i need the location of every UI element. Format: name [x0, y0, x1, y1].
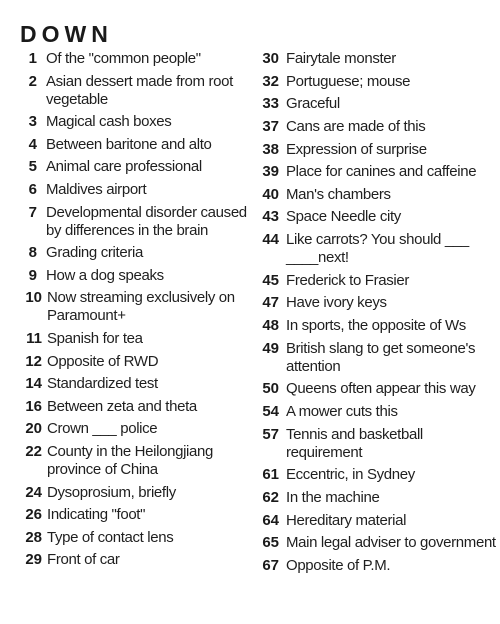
clue-number: 9	[28, 266, 37, 284]
clue-number: 49	[262, 339, 279, 357]
clue-item	[20, 398, 248, 416]
clue-text: Dysoprosium, briefly	[47, 483, 176, 501]
clue-number: 12	[25, 352, 42, 370]
clue-text: Space Needle city	[286, 208, 401, 226]
clue-item	[256, 380, 496, 398]
clue-number: 20	[25, 420, 42, 438]
clue-item	[20, 136, 248, 154]
clue-number: 30	[262, 50, 279, 67]
clue-number: 1	[28, 50, 37, 67]
clue-text: Have ivory keys	[286, 294, 387, 312]
clue-text: Developmental disorder caused by differences in the brain	[46, 203, 247, 239]
clue-number: 16	[25, 397, 42, 415]
clues-column-right	[256, 50, 496, 579]
clue-number: 4	[28, 135, 37, 153]
clue-text: Standardized test	[47, 375, 158, 393]
clue-item	[256, 426, 496, 462]
clue-number: 22	[25, 442, 42, 460]
clue-number: 67	[262, 556, 279, 574]
clue-number: 57	[262, 425, 279, 443]
clue-number: 6	[28, 180, 37, 198]
clue-item	[20, 50, 248, 68]
clue-item	[20, 267, 248, 285]
clue-number: 37	[262, 117, 279, 135]
clue-number: 45	[262, 271, 279, 289]
clue-item	[20, 289, 248, 325]
clue-number: 54	[262, 402, 279, 420]
clue-item	[20, 529, 248, 547]
clue-text: Indicating "foot"	[47, 506, 146, 524]
clue-number: 24	[25, 483, 42, 501]
clue-item	[256, 317, 496, 335]
clue-number: 50	[262, 380, 279, 398]
clue-number: 14	[25, 375, 42, 393]
clue-text: Main legal adviser to government	[286, 534, 496, 552]
clue-number: 38	[262, 140, 279, 158]
clue-text: Fairytale monster	[286, 50, 396, 67]
clues-column-left	[20, 50, 248, 574]
clue-number: 64	[262, 511, 279, 529]
clue-number: 11	[26, 329, 42, 347]
clue-number: 43	[262, 208, 279, 226]
clue-item	[256, 163, 496, 181]
clue-item	[256, 512, 496, 530]
clue-text: Between baritone and alto	[46, 135, 212, 153]
clue-number: 61	[262, 466, 279, 484]
section-heading-down: DOWN	[20, 21, 113, 47]
clue-text: British slang to get someone's attention	[286, 339, 476, 375]
clue-number: 2	[28, 72, 37, 90]
clue-number: 32	[262, 72, 279, 90]
clue-text: Asian dessert made from root vegetable	[46, 72, 233, 108]
clue-number: 28	[25, 528, 42, 546]
clue-item	[20, 181, 248, 199]
clue-item	[20, 113, 248, 131]
clue-item	[20, 353, 248, 371]
clue-text: Front of car	[47, 551, 120, 569]
clue-item	[20, 375, 248, 393]
clue-text: Eccentric, in Sydney	[286, 466, 415, 484]
clue-text: Cans are made of this	[286, 117, 426, 135]
clue-item	[256, 403, 496, 421]
clue-item	[256, 50, 496, 68]
clue-text: Magical cash boxes	[46, 113, 172, 131]
clue-text: Place for canines and caffeine	[286, 163, 477, 181]
clue-item	[256, 489, 496, 507]
clue-item	[256, 557, 496, 575]
clue-number: 39	[262, 163, 279, 181]
clue-item	[20, 484, 248, 502]
clue-text: Queens often appear this way	[286, 380, 476, 398]
clue-text: Type of contact lens	[47, 528, 174, 546]
clue-item	[20, 204, 248, 240]
clue-text: Of the "common people"	[46, 50, 201, 67]
clue-text: Expression of surprise	[286, 140, 427, 158]
clue-item	[256, 294, 496, 312]
clue-text: Opposite of RWD	[47, 352, 159, 370]
clue-item	[20, 330, 248, 348]
clue-text: Grading criteria	[46, 244, 143, 262]
clue-text: Graceful	[286, 95, 340, 113]
clue-item	[20, 420, 248, 438]
clue-text: Man's chambers	[286, 185, 391, 203]
clue-text: How a dog speaks	[46, 266, 164, 284]
clue-item	[20, 244, 248, 262]
clue-item	[20, 551, 248, 569]
clue-item	[256, 186, 496, 204]
clue-number: 3	[28, 113, 37, 131]
clue-number: 26	[25, 506, 42, 524]
clue-number: 48	[262, 317, 279, 335]
clue-text: Opposite of P.M.	[286, 556, 391, 574]
clue-number: 29	[25, 551, 42, 569]
clue-number: 47	[262, 294, 279, 312]
clue-item	[20, 158, 248, 176]
clue-text: Portuguese; mouse	[286, 72, 411, 90]
clue-number: 5	[28, 158, 37, 176]
clue-text: Now streaming exclusively on Paramount+	[47, 289, 235, 325]
clue-text: Frederick to Frasier	[286, 271, 410, 289]
clue-item	[256, 118, 496, 136]
clue-item	[256, 141, 496, 159]
clue-number: 8	[28, 244, 37, 262]
clue-text: Tennis and basketball requirement	[286, 425, 423, 461]
clue-text: In the machine	[286, 488, 380, 506]
clue-text: Spanish for tea	[47, 329, 143, 347]
clue-item	[256, 73, 496, 91]
clue-text: County in the Heilongjiang province of China	[47, 442, 214, 478]
clue-item	[256, 272, 496, 290]
clue-text: Maldives airport	[46, 180, 147, 198]
clue-item	[256, 340, 496, 376]
clue-text: Animal care professional	[46, 158, 202, 176]
clue-item	[20, 506, 248, 524]
clue-number: 7	[28, 203, 37, 221]
clue-text: Between zeta and theta	[47, 397, 197, 415]
clue-text: In sports, the opposite of Ws	[286, 317, 466, 335]
clue-number: 44	[262, 231, 279, 249]
clue-number: 33	[262, 95, 279, 113]
clue-text: Like carrots? You should ___ ____next!	[286, 231, 469, 267]
clue-number: 10	[25, 289, 42, 307]
clue-text: A mower cuts this	[286, 402, 398, 420]
clue-item	[256, 95, 496, 113]
clue-item	[256, 208, 496, 226]
clue-item	[20, 443, 248, 479]
clue-text: Hereditary material	[286, 511, 407, 529]
clue-text: Crown ___ police	[47, 420, 158, 438]
clue-item	[256, 534, 496, 552]
clue-number: 65	[262, 534, 279, 552]
clue-item	[256, 231, 496, 267]
clue-number: 62	[262, 488, 279, 506]
clue-item	[256, 466, 496, 484]
clue-number: 40	[262, 185, 279, 203]
clue-item	[20, 73, 248, 109]
